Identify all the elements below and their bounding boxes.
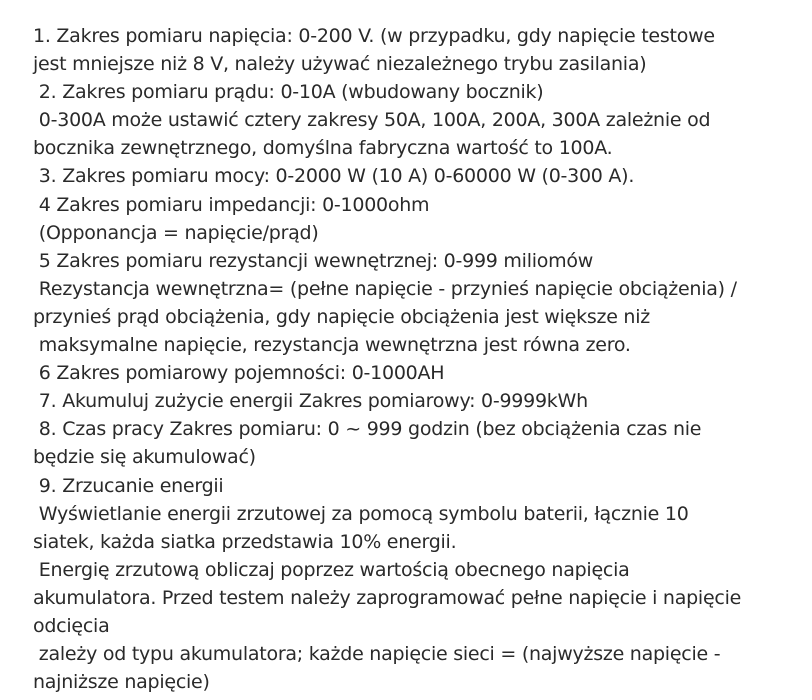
text-line: jest mniejsze niż 8 V, należy używać niezależnego trybu zasilania) (33, 53, 647, 76)
text-line: najniższe napięcie) (33, 671, 210, 694)
text-line: odcięcia (33, 614, 110, 637)
text-line: 4 Zakres pomiaru impedancji: 0-1000ohm (33, 193, 430, 216)
text-line: 8. Czas pracy Zakres pomiaru: 0 ~ 999 godzin (bez obciążenia czas nie (33, 418, 702, 441)
text-line: przynieś prąd obciążenia, gdy napięcie obciążenia jest większe niż (33, 305, 650, 328)
text-line: 3. Zakres pomiaru mocy: 0-2000 W (10 A) 0-60000 W (0-300 A). (33, 165, 635, 188)
text-line: bocznika zewnętrznego, domyślna fabryczna wartość to 100A. (33, 137, 613, 160)
text-line: 7. Akumuluj zużycie energii Zakres pomiarowy: 0-9999kWh (33, 390, 588, 413)
text-line: 9. Zrzucanie energii (33, 474, 224, 497)
text-line: Rezystancja wewnętrzna= (pełne napięcie - przynieś napięcie obciążenia) / (33, 277, 737, 300)
text-line: Wyświetlanie energii zrzutowej za pomocą symbolu baterii, łącznie 10 (33, 502, 689, 525)
text-line: zależy od typu akumulatora; każde napięcie sieci = (najwyższe napięcie - (33, 643, 721, 666)
text-line: 2. Zakres pomiaru prądu: 0-10A (wbudowany bocznik) (33, 81, 544, 104)
text-line: Energię zrzutową obliczaj poprzez wartością obecnego napięcia (33, 558, 630, 581)
text-line: będzie się akumulować) (33, 446, 256, 469)
text-line: siatek, każda siatka przedstawia 10% energii. (33, 530, 457, 553)
text-line: (Opponancja = napięcie/prąd) (33, 221, 319, 244)
text-line: 5 Zakres pomiaru rezystancji wewnętrznej: 0-999 miliomów (33, 249, 594, 272)
text-line: 0-300A może ustawić cztery zakresy 50A, 100A, 200A, 300A zależnie od (33, 109, 711, 132)
text-line: akumulatora. Przed testem należy zaprogramować pełne napięcie i napięcie (33, 586, 742, 609)
text-line: 1. Zakres pomiaru napięcia: 0-200 V. (w przypadku, gdy napięcie testowe (33, 25, 715, 47)
text-line: maksymalne napięcie, rezystancja wewnętrzna jest równa zero. (33, 334, 631, 357)
text-line: 6 Zakres pomiarowy pojemności: 0-1000AH (33, 362, 445, 385)
